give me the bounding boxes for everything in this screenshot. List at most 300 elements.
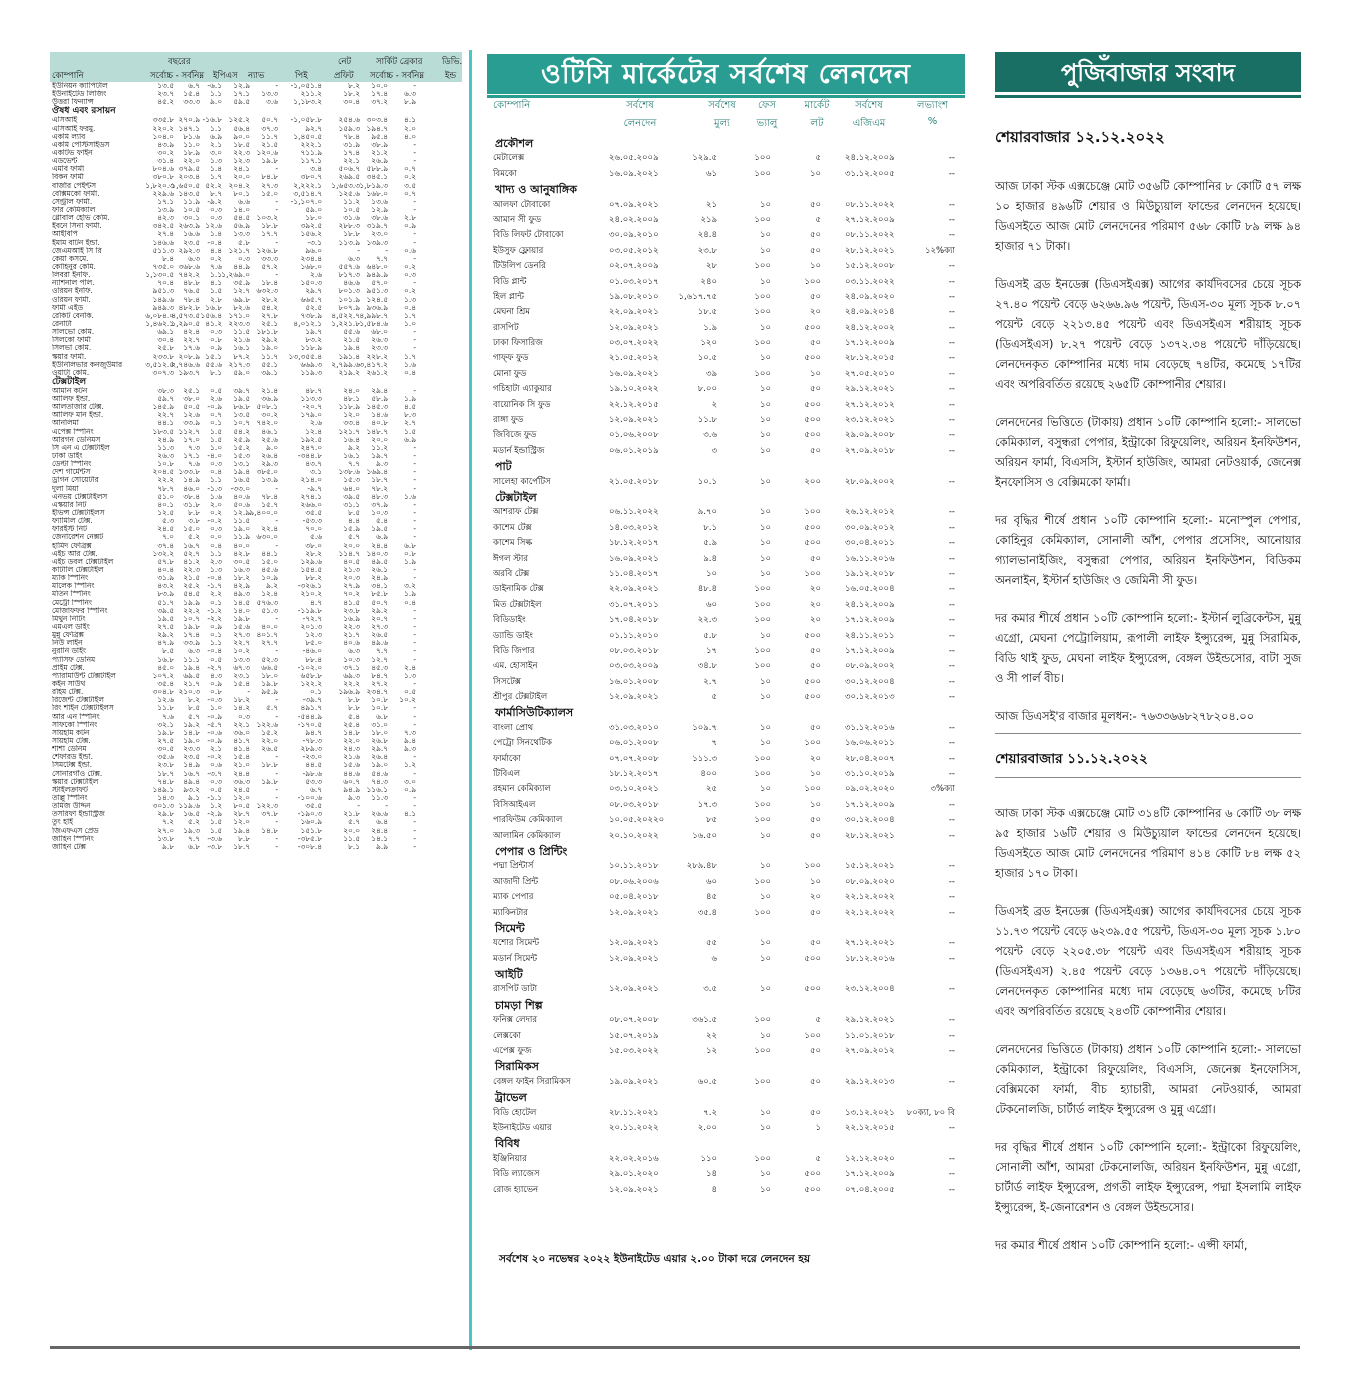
cell-value: ৪৪.৬ — [343, 768, 360, 778]
cell-value: ০.৩ — [210, 459, 222, 469]
cell-value: ৬,০৮৪.০ — [145, 310, 174, 320]
cell-value: ৬৩০.০ — [256, 532, 278, 542]
otc-cell-value: ২৭.০৯.২০১৮ — [845, 445, 895, 456]
cell-value: ৯০.০ — [233, 131, 250, 141]
cell-value: -২.২ — [207, 613, 222, 623]
company-name: একমি ল্যাব — [52, 132, 86, 141]
cell-value: -৫.৭ — [207, 719, 222, 729]
cell-value: ১,৮২০.৩ — [145, 180, 174, 190]
cell-value: -৯.৭ — [307, 483, 322, 493]
otc-cell-value: ১০.০৫.২০২২০ — [609, 815, 665, 826]
table-row — [50, 133, 462, 141]
cell-value: ৫৫.৬ — [205, 359, 222, 369]
otc-row — [487, 675, 965, 690]
otc-cell-value: ২২.১২.২০২২ — [845, 907, 895, 918]
cell-value: -৩৯.৭ — [302, 695, 322, 705]
otc-cell-value: ১০০ — [754, 1153, 771, 1164]
otc-row — [487, 1167, 965, 1182]
cell-value: -০.২ — [207, 752, 222, 762]
cell-value: ৩.০ — [404, 776, 416, 786]
cell-value: ০.৩ — [210, 524, 222, 534]
cell-value: ৩৫.৫ — [305, 801, 322, 811]
otc-cell-value: -- — [948, 876, 955, 887]
cell-value: ৩১৯.৭ — [366, 221, 388, 231]
otc-cell-value: -- — [948, 507, 955, 518]
cell-value: ২৬.৩ — [371, 335, 388, 345]
table-row — [50, 843, 462, 851]
cell-value: ১.৫ — [210, 286, 222, 296]
cell-value: -৩.৮ — [207, 841, 222, 851]
table-row — [50, 476, 462, 484]
cell-value: ৫.২ — [188, 817, 200, 827]
cell-value: ৫০.৫ — [183, 402, 200, 412]
cell-value: ৩০.১ — [183, 213, 200, 223]
otc-cell-value: ৫০০ — [804, 538, 821, 549]
cell-value: ২৬৬.০ — [300, 499, 322, 509]
otc-cell-value: ১০ — [759, 984, 771, 995]
otc-row — [487, 875, 965, 890]
otc-cell-value: ০৮.০৯.২০২০ — [845, 876, 895, 887]
cell-value: ৩৯.৫ — [157, 605, 174, 615]
company-name: দুলা মিয়া — [52, 484, 79, 493]
otc-cell-value: ৩৯ — [705, 368, 717, 379]
header-div-ind: ইন্ড — [445, 71, 457, 81]
cell-value: ১,১৮৩.২ — [293, 97, 322, 107]
cell-value: ১৯৩.৭ — [178, 367, 200, 377]
otc-cell-value: ১০০ — [754, 615, 771, 626]
cell-value: ৪৯১.৭ — [300, 703, 322, 713]
cell-value: ১৯.৪ — [343, 343, 360, 353]
otc-company-name: পেট্রো সিনথেটিক — [493, 738, 552, 749]
cell-value: ৭.৬ — [188, 459, 200, 469]
cell-value: ১০.০ — [371, 81, 388, 90]
otc-cell-value: ৫ — [815, 1153, 821, 1164]
cell-value: ১৪৫.৩ — [366, 402, 388, 412]
table-row — [50, 436, 462, 444]
cell-value: ৫৮৮.৯ — [366, 164, 388, 174]
cell-value: ৬.৮ — [404, 540, 416, 550]
cell-value: ২৮.২ — [305, 548, 322, 558]
cell-value: ২২.৭ — [157, 410, 174, 420]
cell-value: ২২.১ — [233, 719, 250, 729]
cell-value: ১০৭.২ — [152, 670, 174, 680]
cell-value: ০.১ — [210, 597, 222, 607]
cell-value: - — [413, 825, 416, 835]
otc-row — [487, 413, 965, 428]
cell-value: ০.২ — [210, 253, 222, 263]
otc-header-last-price: সর্বশেষ — [708, 100, 736, 111]
otc-row — [487, 336, 965, 351]
otc-cell-value: ১০০ — [804, 861, 821, 872]
cell-value: ৪৫.২ — [157, 97, 174, 107]
otc-cell-value: ৩০.০৪.২০১১ — [845, 538, 895, 549]
cell-value: ৩০৭.৩ — [152, 367, 174, 377]
otc-section-title: সিমেন্ট — [495, 921, 525, 935]
cell-value: ০.৩ — [404, 270, 416, 280]
otc-cell-value: -- — [948, 799, 955, 810]
cell-value: ৮৩.২ — [305, 335, 322, 345]
cell-value: ১৩.৬ — [371, 196, 388, 206]
cell-value: -১.৩ — [207, 483, 222, 493]
otc-cell-value: ৩%ক্যা — [930, 784, 955, 795]
table-row — [50, 173, 462, 181]
cell-value: ২১.৫ — [261, 139, 278, 149]
otc-row — [487, 351, 965, 366]
cell-value: ৫৮.৯ — [371, 394, 388, 404]
header-circuit-range: সর্বোচ্চ - সর্বনিম্ন — [370, 71, 425, 81]
otc-cell-value: ০৬.০১.২০১৯ — [609, 445, 659, 456]
otc-cell-value: ১০ — [759, 245, 771, 256]
otc-cell-value: ৬১ — [705, 168, 717, 179]
cell-value: ৪,৯৯৮.৭ — [359, 310, 388, 320]
cell-value: ৩,৫১৪.৭ — [293, 188, 322, 198]
otc-cell-value: ১০০ — [754, 307, 771, 318]
cell-value: ০.৭ — [404, 188, 416, 198]
cell-value: ১৬.৮ — [205, 302, 222, 312]
otc-company-name: বিমকো — [493, 168, 517, 179]
otc-cell-value: ১০ — [759, 1184, 771, 1195]
cell-value: - — [413, 719, 416, 729]
cell-value: ৩৭.৮ — [261, 809, 278, 819]
otc-cell-value: ০১.০৩.২০১৭ — [609, 276, 659, 287]
cell-value: ১১৭.১ — [300, 156, 322, 166]
cell-value: ২২০.২ — [152, 123, 174, 133]
cell-value: ১৯.৮ — [183, 622, 200, 631]
cell-value: - — [413, 703, 416, 713]
cell-value: ১৯.২ — [183, 719, 200, 729]
otc-cell-value: ১২.০৯.২০২১ — [609, 322, 659, 333]
otc-cell-value: ১০ — [809, 799, 821, 810]
cell-value: ১৯.৫ — [371, 524, 388, 534]
cell-value: ৮.৮ — [188, 508, 200, 518]
otc-cell-value: ২৭.০৫.২০১০ — [845, 368, 895, 379]
otc-company-name: বেঙ্গল ফাইন সিরামিকস — [493, 1076, 571, 1087]
cell-value: ১৯৬.৯ — [338, 687, 360, 697]
otc-cell-value: -- — [948, 584, 955, 595]
cell-value: ০.৫ — [210, 385, 222, 395]
cell-value: ৯.০ — [266, 442, 278, 452]
cell-value: ৩৬.০ — [233, 727, 250, 737]
cell-value: - — [275, 695, 278, 705]
cell-value: ১০.২ — [233, 646, 250, 656]
otc-cell-value: -- — [948, 738, 955, 749]
cell-value: ৫.৪ — [348, 711, 360, 721]
otc-cell-value: ৩.৬ — [703, 430, 717, 441]
cell-value: ৮.৭ — [210, 188, 222, 198]
table-row — [50, 647, 462, 655]
cell-value: ৮.৫ — [188, 703, 200, 713]
cell-value: ২৭০.৯ — [178, 115, 200, 125]
table-row — [50, 353, 462, 361]
otc-company-name: ইউনাইটেড এয়ার — [493, 1123, 552, 1133]
cell-value: - — [413, 524, 416, 534]
cell-value: ৮০৪.৬ — [152, 164, 174, 174]
table-row — [50, 607, 462, 615]
otc-company-name: লেক্সকো — [493, 1030, 521, 1041]
otc-cell-value: ২০০ — [804, 476, 821, 487]
cell-value: ২২.০ — [261, 735, 278, 745]
otc-cell-value: ১০০ — [754, 153, 771, 164]
cell-value: ৯.০ — [210, 97, 222, 107]
cell-value: ১,৬৫০.৫ — [171, 180, 200, 190]
cell-value: -১.২ — [207, 605, 222, 615]
cell-value: ১৪৬.৬ — [152, 237, 174, 247]
otc-cell-value: ৫০০ — [804, 430, 821, 441]
otc-cell-value: ০১.০৬.২০০৮ — [609, 430, 659, 441]
otc-row — [487, 936, 965, 951]
company-name: উত্তরা ফিন্যান্স — [52, 98, 94, 107]
cell-value: ০.৩ — [210, 327, 222, 337]
cell-value: ১৯১.৪ — [338, 351, 360, 361]
cell-value: ৪৬.১ — [261, 426, 278, 436]
otc-cell-value: ৩১.১০.২০১৯ — [845, 769, 895, 780]
cell-value: ২.৬ — [210, 394, 222, 404]
cell-value: ১৯২.৫ — [300, 434, 322, 444]
cell-value: ১৩২.২ — [152, 548, 174, 558]
table-row — [50, 818, 462, 826]
cell-value: ১১২.৭ — [178, 426, 200, 436]
otc-cell-value: -- — [948, 338, 955, 349]
cell-value: ১০.৮ — [371, 703, 388, 713]
otc-company-name: এপেক্স ফুজ — [493, 1046, 532, 1057]
otc-row — [487, 1121, 965, 1136]
cell-value: ১১.৫ — [343, 833, 360, 843]
cell-value: ৫২.৩ — [261, 654, 278, 664]
otc-cell-value: ১০ — [705, 568, 717, 579]
cell-value: ১২.৫ — [157, 508, 174, 518]
cell-value: ৪০.১ — [157, 499, 174, 509]
cell-value: ৩৪.১ — [371, 581, 388, 591]
cell-value: ৪০১.৭ — [256, 630, 278, 640]
cell-value: ১২৪.৫ — [366, 294, 388, 304]
otc-cell-value: ৫০০ — [804, 692, 821, 703]
company-name: জাহিন টেক্স — [52, 842, 86, 851]
cell-value: ২২.৭ — [233, 638, 250, 648]
cell-value: ১৫.৩ — [343, 475, 360, 485]
cell-value: ৪২.৯ — [233, 581, 250, 591]
cell-value: ৮৭.২ — [233, 351, 250, 361]
cell-value: ৫.৭ — [188, 711, 200, 721]
cell-value: ২৬.৫ — [261, 744, 278, 754]
cell-value: ৯৫১.৩ — [366, 286, 388, 296]
cell-value: ২৩৪.৭ — [366, 687, 388, 697]
cell-value: -৭২.৭ — [302, 613, 322, 623]
cell-value: ১,১৩০.৫ — [145, 270, 174, 280]
cell-value: ১৮.৯ — [183, 147, 200, 157]
otc-cell-value: ১০৯.৭ — [692, 722, 717, 733]
cell-value: ১২২.৩ — [256, 801, 278, 811]
news-paragraph: আজ ডিএসই'র বাজার মূলধন:- ৭৬৩৩৬৬৮২৭৮২০৪.০০ — [995, 710, 1254, 723]
cell-value: ১২৫.২ — [228, 115, 250, 125]
table-row — [50, 198, 462, 206]
otc-cell-value: ১০০ — [804, 784, 821, 795]
cell-value: ৩৭.২ — [371, 97, 388, 107]
cell-value: ৩৯২.৫ — [300, 221, 322, 231]
cell-value: - — [413, 196, 416, 206]
news-body-2 — [995, 804, 1301, 1256]
otc-cell-value: ২৮.১২.২০১৫ — [845, 353, 895, 364]
otc-row — [487, 1013, 965, 1028]
cell-value: ১৭.৭ — [261, 229, 278, 239]
otc-row — [487, 567, 965, 582]
otc-cell-value: ২৩.৮ — [697, 245, 717, 256]
company-name: একমি পেস্টিসাইডস — [52, 140, 110, 149]
cell-value: ৪২.৮ — [233, 548, 250, 558]
table-row — [50, 802, 462, 810]
otc-cell-value: ১০০ — [754, 753, 771, 764]
otc-row — [487, 890, 965, 905]
otc-company-name: রোজ হ্যাভেন — [493, 1184, 539, 1195]
cell-value: ৪০.৮ — [371, 418, 388, 428]
cell-value: ৯,৪০০.০ — [249, 508, 278, 518]
cell-value: ১.৫ — [210, 434, 222, 444]
cell-value: -২০.৭ — [302, 402, 322, 412]
cell-value: ১৬.৬ — [183, 229, 200, 239]
otc-cell-value: ০৫.০৪.২০১৮ — [609, 892, 659, 903]
otc-company-name: এম. হোসাইন — [493, 661, 538, 672]
cell-value: ১৯.৭ — [371, 451, 388, 461]
table-row — [50, 82, 462, 90]
cell-value: ৬৬.৫ — [261, 662, 278, 672]
cell-value: ৩৭.৯ — [371, 499, 388, 509]
cell-value: ২৭.৩ — [233, 630, 250, 640]
cell-value: ১৮.২ — [343, 89, 360, 99]
cell-value: ৩০১.৩ — [152, 801, 174, 811]
cell-value: ১৩.৩ — [233, 229, 250, 239]
cell-value: ০.৪ — [404, 302, 416, 312]
cell-value: ১৩.৩ — [233, 654, 250, 664]
otc-cell-value: ৩১.০৩.২০১০ — [609, 722, 659, 733]
cell-value: ৩৫.৯ — [233, 278, 250, 288]
table-row — [50, 737, 462, 745]
cell-value: ১,২৯০.৫ — [171, 318, 200, 328]
otc-section-title: খাদ্য ও আনুষাঙ্গিক — [495, 183, 577, 197]
otc-row — [487, 613, 965, 628]
cell-value: ১৯৪.৭ — [366, 123, 388, 133]
otc-cell-value: ১৯.০৮.২০১০ — [609, 291, 659, 302]
otc-cell-value: ২২.০২.২০১৬ — [609, 1153, 659, 1164]
cell-value: ১৯.৮ — [261, 678, 278, 688]
cell-value: ০.২ — [404, 261, 416, 271]
cell-value: ৩৬.৯ — [261, 394, 278, 404]
cell-value: ১৮.২ — [233, 695, 250, 705]
cell-value: ৩,৫১২.৫ — [145, 359, 174, 369]
otc-cell-value: ০৩.০৫.২০১২ — [609, 245, 659, 256]
otc-cell-value: ২৪.০৯.২০২০ — [845, 291, 895, 302]
otc-cell-value: ১৫.১২.২০২১ — [845, 861, 895, 872]
cell-value: ২,২২২.১ — [293, 180, 322, 190]
otc-cell-value: -- — [948, 953, 955, 964]
otc-cell-value: ২৪.১২.২০০৯ — [845, 599, 895, 610]
company-name: ন্যাশনাল পলি. — [52, 279, 95, 288]
cell-value: ০.৬ — [210, 760, 222, 770]
otc-cell-value: ১৬.০৯.২০২১ — [609, 368, 659, 379]
otc-company-name: যশোর সিমেন্ট — [493, 938, 540, 949]
cell-value: - — [275, 540, 278, 550]
cell-value: ২০.৩ — [343, 573, 360, 583]
cell-value: - — [275, 196, 278, 206]
cell-value: ২.৬ — [310, 270, 322, 280]
cell-value: ৮.৫ — [348, 508, 360, 518]
otc-cell-value: -- — [948, 630, 955, 641]
cell-value: ০.০ — [210, 532, 222, 542]
cell-value: ৪৯.৫ — [371, 556, 388, 566]
cell-value: ১৫৬.৪ — [200, 310, 222, 320]
otc-cell-value: ২.৭ — [703, 676, 717, 687]
cell-value: -৩৩.০ — [230, 483, 250, 493]
cell-value: ২৮৮.৩ — [338, 221, 360, 231]
company-name: তাল্লু স্পিনিং — [52, 793, 88, 802]
cell-value: ১৭.৪ — [343, 147, 360, 157]
otc-header-last-price-2: মুল্য — [714, 118, 730, 129]
cell-value: ৮০.১ — [233, 188, 250, 198]
cell-value: ১১৯.৩ — [300, 367, 322, 377]
cell-value: ২৩.৩ — [183, 744, 200, 754]
cell-value: ১৫.০ — [183, 524, 200, 534]
cell-value: ১৬৯.৪ — [366, 467, 388, 477]
cell-value: ৩১.৯ — [157, 573, 174, 583]
cell-value: ১২১.৭ — [228, 245, 250, 255]
otc-cell-value: ২৫ — [705, 784, 717, 795]
otc-cell-value: ৫ — [815, 1015, 821, 1026]
cell-value: ১১৩.৩ — [300, 394, 322, 404]
otc-cell-value: ০৮.১১.২০২২ — [845, 199, 895, 210]
company-name: সিলভা কেমি. — [52, 344, 92, 353]
cell-value: ৭০.০ — [305, 524, 322, 534]
cell-value: ১২.৯ — [233, 508, 250, 518]
company-name: আনলিমা — [52, 419, 79, 428]
cell-value: ১৩৮.৬ — [338, 467, 360, 477]
header-pe: পিই — [295, 71, 308, 81]
page-bottom-rule — [50, 1346, 1300, 1349]
cell-value: ৪.১ — [404, 115, 416, 125]
table-row — [50, 98, 462, 106]
cell-value: ৭.২ — [162, 817, 174, 827]
otc-cell-value: -- — [948, 599, 955, 610]
header-company: কোম্পানি — [52, 71, 84, 81]
cell-value: ৩৮.৪ — [183, 491, 200, 501]
cell-value: - — [413, 768, 416, 778]
news-body-1 — [995, 177, 1301, 727]
cell-value: ১৪৫.৯ — [152, 402, 174, 412]
cell-value: ১.৯ — [404, 589, 416, 599]
otc-cell-value: ৫০ — [809, 907, 821, 918]
otc-cell-value: ৮৫ — [705, 815, 717, 826]
cell-value: ২.০ — [404, 123, 416, 133]
otc-cell-value: ৫০ — [809, 1046, 821, 1057]
otc-cell-value: -- — [948, 415, 955, 426]
cell-value: ২৪.৩ — [343, 744, 360, 754]
cell-value: - — [413, 81, 416, 90]
otc-cell-value: ৫০০ — [804, 953, 821, 964]
cell-value: ৩৬.৩ — [233, 776, 250, 786]
cell-value: ১১৮.৯ — [300, 343, 322, 353]
cell-value: ৬.৯ — [404, 434, 416, 444]
otc-cell-value: ২৯.১২.২০২১ — [845, 1015, 895, 1026]
company-name: দেশ গার্মেন্টস — [52, 468, 91, 477]
cell-value: ৯৪৯.৩ — [152, 302, 174, 312]
cell-value: ২১৯.২ — [338, 367, 360, 377]
cell-value: ৩০৪.৮ — [152, 687, 174, 697]
otc-cell-value: ২০ — [809, 892, 821, 903]
otc-cell-value: ২৪.১২.২০০৯ — [845, 153, 895, 164]
cell-value: ১৪৭.১ — [178, 123, 200, 133]
cell-value: ১১.৯ — [233, 532, 250, 542]
cell-value: ৯৩.২ — [183, 784, 200, 794]
otc-cell-value: ১৮.১২.২০১৭ — [609, 769, 659, 780]
otc-cell-value: ২২.০৯.২০২১ — [609, 584, 659, 595]
cell-value: ২৭.০ — [157, 825, 174, 835]
